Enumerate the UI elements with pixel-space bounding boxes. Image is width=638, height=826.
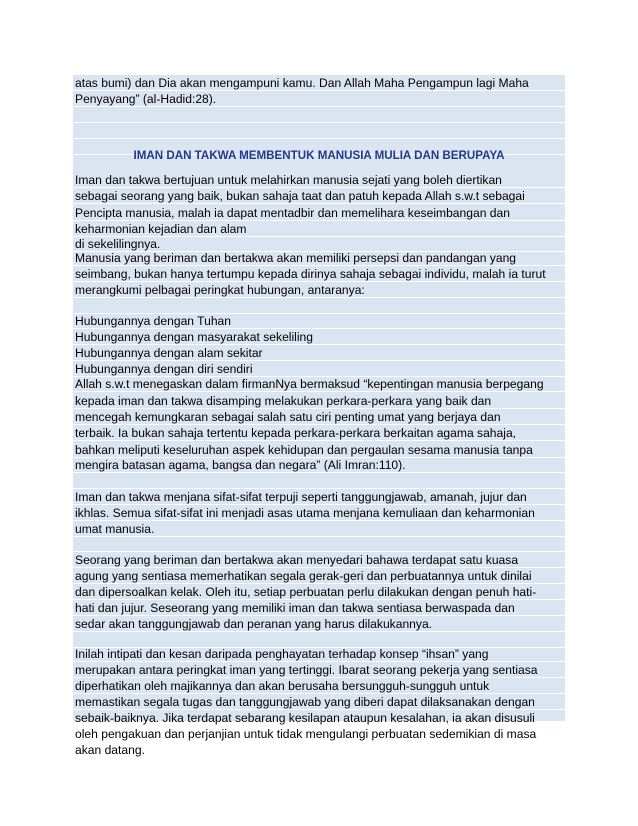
text-line-content: atas bumi) dan Dia akan mengampuni kamu. Dan Allah Maha Pengampun lagi Maha: [75, 76, 529, 90]
text-line: [73, 616, 565, 632]
text-line-content: bahkan meliputi keseluruhan aspek kehidupan dan pergaulan sesama manusia tanpa: [75, 443, 533, 457]
text-line: [73, 393, 565, 409]
text-line-content: dan dipersoalkan kelak. Oleh itu, setiap perbuatan perlu dilakukan dengan penuh hati-: [75, 585, 537, 599]
text-line: [73, 536, 565, 552]
text-line-content: sebaik-baiknya. Jika terdapat sebarang kesilapan ataupun kesalahan, ia akan disusuli: [75, 711, 535, 725]
text-line: [73, 107, 565, 123]
text-line: [73, 221, 565, 237]
text-line-content: sedar akan tanggungjawab dan peranan yang harus dilakukannya.: [75, 617, 433, 631]
text-line: [73, 409, 565, 425]
text-line-content: hati dan jujur. Seseorang yang memiliki iman dan takwa sentiasa berwaspada dan: [75, 601, 515, 615]
text-line-content: umat manusia.: [75, 522, 155, 536]
text-line: [73, 91, 565, 107]
text-line: [73, 646, 565, 662]
text-line-content: Iman dan takwa menjana sifat-sifat terpuji seperti tanggungjawab, amanah, jujur dan: [75, 490, 527, 504]
text-line-content: Hubungannya dengan alam sekitar: [75, 346, 263, 360]
text-line-content: diperhatikan oleh majikannya dan akan berusaha bersungguh-sungguh untuk: [75, 679, 490, 693]
text-line-content: Hubungannya dengan masyarakat sekeliling: [75, 330, 314, 344]
text-line: [73, 710, 565, 726]
text-line: [73, 726, 565, 742]
text-line-content: di sekelilingnya.: [75, 237, 161, 251]
text-line: [73, 584, 565, 600]
text-line: [73, 329, 565, 345]
text-line-content: Penyayang” (al-Hadid:28).: [75, 92, 217, 106]
text-line: [73, 172, 565, 188]
text-line: [73, 425, 565, 441]
text-line-content: Iman dan takwa bertujuan untuk melahirkan manusia sejati yang boleh diertikan: [75, 173, 502, 187]
text-line-content: Manusia yang beriman dan bertakwa akan memiliki persepsi dan pandangan yang: [75, 251, 517, 265]
text-line: [73, 489, 565, 505]
text-line: [73, 600, 565, 616]
text-line-content: merupakan antara peringkat iman yang tertinggi. Ibarat seorang pekerja yang sentiasa: [75, 663, 538, 677]
text-line: [73, 747, 565, 763]
text-line: [73, 282, 565, 298]
text-line: [73, 662, 565, 678]
text-line: [73, 694, 565, 710]
text-line-content: terbaik. Ia bukan sahaja tertentu kepada perkara-perkara berkaitan agama sahaja,: [75, 426, 517, 440]
text-line-content: akan datang.: [75, 743, 145, 757]
text-line: [73, 298, 565, 314]
text-line: [73, 678, 565, 694]
text-line-content: memastikan segala tugas dan tanggungjawab yang diberi dapat dilaksanakan dengan: [75, 695, 535, 709]
section-heading: IMAN DAN TAKWA MEMBENTUK MANUSIA MULIA DAN BERUPAYA: [133, 149, 505, 162]
text-line: [73, 345, 565, 361]
text-line-content: oleh pengakuan dan perjanjian untuk tidak mengulangi perbuatan sedemikian di masa: [75, 727, 537, 741]
text-line: [73, 266, 565, 282]
text-line-content: Inilah intipati dan kesan daripada penghayatan terhadap konsep “ihsan” yang: [75, 647, 489, 661]
text-line-content: Seorang yang beriman dan bertakwa akan menyedari bahawa terdapat satu kuasa: [75, 553, 519, 567]
text-line: [73, 568, 565, 584]
text-line-content: [73, 299, 75, 313]
text-line-content: mengira batasan agama, bangsa dan negara” (Ali Imran:110).: [75, 458, 406, 472]
text-line-content: keharmonian kejadian dan alam: [75, 222, 247, 236]
text-line-content: kepada iman dan takwa disamping melakukan perkara-perkara yang baik dan: [75, 394, 492, 408]
text-line: [73, 361, 565, 377]
text-line: [73, 473, 565, 489]
text-line-content: Pencipta manusia, malah ia dapat mentadbir dan memelihara keseimbangan dan: [75, 206, 510, 220]
text-line: [73, 442, 565, 458]
text-line-content: Allah s.w.t menegaskan dalam firmanNya bermaksud “kepentingan manusia berpegang: [75, 377, 544, 391]
text-line-content: merangkumi pelbagai peringkat hubungan, antaranya:: [75, 283, 365, 297]
text-line-content: mencegah kemungkaran sebagai salah satu ciri penting umat yang berjaya dan: [75, 410, 501, 424]
text-line-content: Hubungannya dengan Tuhan: [75, 314, 232, 328]
text-line-content: agung yang sentiasa memerhatikan segala gerak-geri dan perbuatannya untuk dinilai: [75, 569, 532, 583]
text-line: [73, 205, 565, 221]
text-line: [73, 521, 565, 537]
text-line-content: [73, 474, 75, 488]
text-line: [73, 188, 565, 204]
text-line-content: [73, 537, 75, 551]
text-line-content: ikhlas. Semua sifat-sifat ini menjadi asas utama menjana kemuliaan dan keharmonian: [75, 506, 535, 520]
text-line: [73, 75, 565, 91]
text-line-content: [73, 633, 75, 647]
text-line: [73, 457, 565, 473]
text-line-content: [73, 124, 75, 138]
text-line-content: [73, 108, 75, 122]
text-line-content: seimbang, bukan hanya tertumpu kepada dirinya sahaja sebagai individu, malah ia turut: [75, 267, 546, 281]
text-line-content: [73, 748, 75, 762]
text-line: [73, 505, 565, 521]
text-line-content: Hubungannya dengan diri sendiri: [75, 362, 253, 376]
text-line-content: sebagai seorang yang baik, bukan sahaja taat dan patuh kepada Allah s.w.t sebagai: [75, 189, 525, 203]
text-line: [73, 123, 565, 139]
text-line: [73, 313, 565, 329]
text-line: [73, 552, 565, 568]
text-line: [73, 376, 565, 392]
text-line: [73, 250, 565, 266]
